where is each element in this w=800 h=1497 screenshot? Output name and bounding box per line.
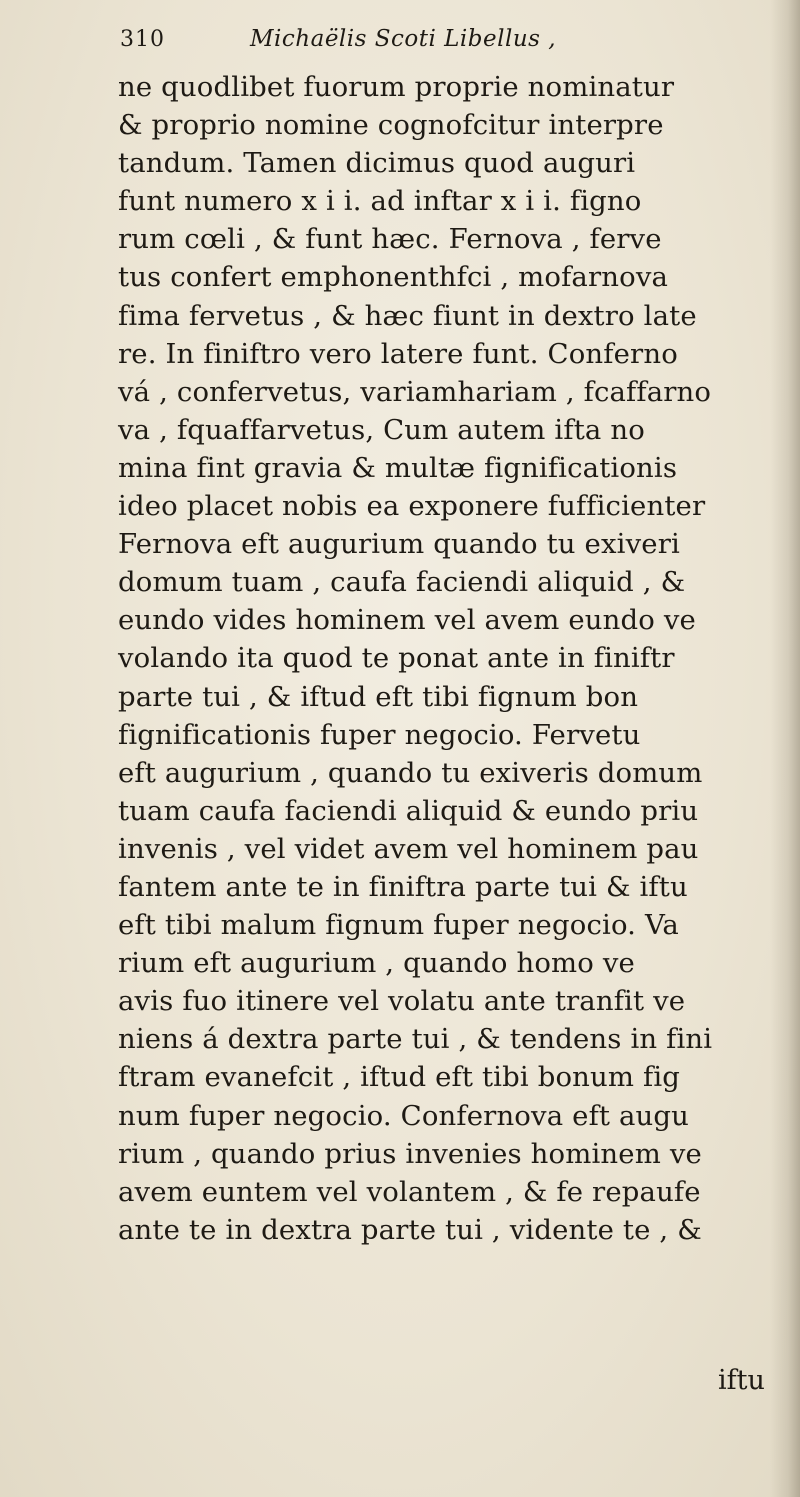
text-line: niens á dextra parte tui , & tendens in fini xyxy=(118,1023,713,1056)
text-line: parte tui , & iftud eft tibi fignum bon xyxy=(118,680,639,713)
page-number: 310 xyxy=(120,27,165,52)
text-line: volando ita quod te ponat ante in finiftr xyxy=(118,642,675,675)
text-line: vá , confervetus, variamhariam , fcaffarno xyxy=(118,375,712,408)
text-line: eft augurium , quando tu exiveris domum xyxy=(118,756,703,789)
text-line: va , fquaffarvetus, Cum autem ifta no xyxy=(118,413,645,446)
page-header xyxy=(120,26,740,66)
text-line: funt numero x i i. ad inftar x i i. figno xyxy=(118,185,642,218)
text-line: num fuper negocio. Confernova eft augu xyxy=(118,1099,690,1132)
text-line: ideo placet nobis ea exponere fufficienter xyxy=(118,490,706,523)
text-line: fantem ante te in finiftra parte tui & iftu xyxy=(118,870,688,903)
text-line: eft tibi malum fignum fuper negocio. Va xyxy=(118,909,679,942)
body-text xyxy=(118,68,790,1249)
text-line: ftram evanefcit , iftud eft tibi bonum fig xyxy=(118,1061,681,1094)
text-line: tandum. Tamen dicimus quod auguri xyxy=(118,147,636,180)
text-line: rium , quando prius invenies hominem ve xyxy=(118,1137,702,1170)
text-line: avem euntem vel volantem , & fe repaufe xyxy=(118,1175,701,1208)
text-line: invenis , vel videt avem vel hominem pau xyxy=(118,832,699,865)
text-line: avis fuo itinere vel volatu ante tranfit ve xyxy=(118,985,686,1018)
text-line: re. In finiftro vero latere funt. Conferno xyxy=(118,337,678,370)
text-line: rium eft augurium , quando homo ve xyxy=(118,947,635,980)
text-line: fignificationis fuper negocio. Fervetu xyxy=(118,718,641,751)
text-line: & proprio nomine cognofcitur interpre xyxy=(118,109,664,142)
running-head: Michaëlis Scoti Libellus , xyxy=(250,26,557,52)
text-line: fima fervetus , & hæc fiunt in dextro late xyxy=(118,299,697,332)
text-line: Fernova eft augurium quando tu exiveri xyxy=(118,528,680,561)
text-line: ne quodlibet fuorum proprie nominatur xyxy=(118,71,675,103)
text-line: ante te in dextra parte tui , vidente te , & xyxy=(118,1213,702,1246)
text-line: tuam caufa faciendi aliquid & eundo priu xyxy=(118,794,699,827)
catchword: iftu xyxy=(718,1365,765,1396)
text-line: mina fint gravia & multæ fignificationis xyxy=(118,451,678,484)
text-line: tus confert emphonenthfci , mofarnova xyxy=(118,261,669,294)
text-line: eundo vides hominem vel avem eundo ve xyxy=(118,604,696,637)
text-line: rum cœli , & funt hæc. Fernova , ferve xyxy=(118,223,662,256)
text-line: domum tuam , caufa faciendi aliquid , & xyxy=(118,566,686,599)
